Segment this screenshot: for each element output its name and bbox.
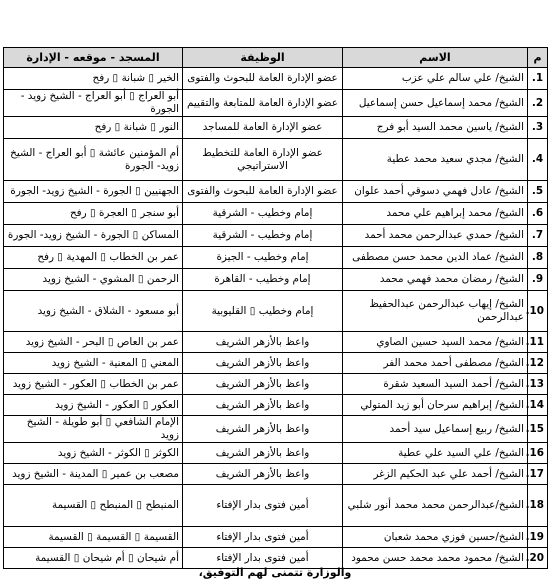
- row-job: إمام وخطيب ▯ القليوبية: [183, 291, 343, 332]
- closing-line: والوزارة تتمنى لهم التوفيق،: [198, 566, 352, 579]
- row-place: المساكن ▯ الجورة - الشيخ زويد- الجورة: [4, 225, 183, 247]
- table-row: [4, 291, 548, 332]
- row-number: 12.: [528, 353, 548, 374]
- table-row: [4, 181, 548, 203]
- row-number: 6.: [528, 203, 548, 225]
- row-number: 5.: [528, 181, 548, 203]
- table-row: [4, 416, 548, 443]
- row-job: واعظ بالأزهر الشريف: [183, 416, 343, 443]
- row-name: الشيخ/عبدالرحمن محمد محمد أنور شلبي: [343, 485, 528, 527]
- row-name: الشيخ/ محمود محمد محمد حسن محمود: [343, 548, 528, 569]
- row-name: الشيخ/ عادل فهمي دسوقي أحمد علوان: [343, 181, 528, 203]
- row-job: واعظ بالأزهر الشريف: [183, 464, 343, 485]
- row-place: عمر بن العاص ▯ البحر - الشيخ زويد: [4, 332, 183, 353]
- row-job: واعظ بالأزهر الشريف: [183, 353, 343, 374]
- header-name: الاسم: [343, 48, 528, 68]
- header-place: المسجد - موقعه - الإدارة: [4, 48, 183, 68]
- row-job: عضو الإدارة العامة للبحوث والفتوى: [183, 68, 343, 90]
- row-name: الشيخ/ ربيع إسماعيل سيد أحمد: [343, 416, 528, 443]
- table-header-row: [4, 48, 548, 68]
- row-place: القسيمة ▯ القسيمة ▯ القسيمة: [4, 527, 183, 548]
- row-name: الشيخ/ عماد الدين محمد حسن مصطفى: [343, 247, 528, 269]
- row-job: عضو الإدارة العامة للبحوث والفتوى: [183, 181, 343, 203]
- table-row: [4, 225, 548, 247]
- row-number: 7.: [528, 225, 548, 247]
- row-number: 14.: [528, 395, 548, 416]
- row-name: الشيخ/ رمضان محمد فهمي محمد: [343, 269, 528, 291]
- header-job: الوظيفة: [183, 48, 343, 68]
- table-row: [4, 395, 548, 416]
- row-number: 10.: [528, 291, 548, 332]
- row-job: إمام وخطيب - الشرقية: [183, 225, 343, 247]
- table-row: [4, 374, 548, 395]
- row-name: الشيخ/ حمدي عبدالرحمن محمد أحمد: [343, 225, 528, 247]
- row-number: 15.: [528, 416, 548, 443]
- row-number: 16.: [528, 443, 548, 464]
- row-job: واعظ بالأزهر الشريف: [183, 395, 343, 416]
- row-name: الشيخ/ علي سالم علي عزب: [343, 68, 528, 90]
- row-name: الشيخ/ إيهاب عبدالرحمن عبدالحفيظ عبدالرحمن: [343, 291, 528, 332]
- row-name: الشيخ/ محمد السيد حسين الصاوي: [343, 332, 528, 353]
- row-name: الشيخ/ أحمد السيد السعيد شقرة: [343, 374, 528, 395]
- header-num: م: [528, 48, 548, 68]
- row-number: 20.: [528, 548, 548, 569]
- row-place: النور ▯ شبانة ▯ رفح: [4, 117, 183, 139]
- row-name: الشيخ/ مجدي سعيد محمد عطية: [343, 139, 528, 181]
- row-job: عضو الإدارة العامة للمساجد: [183, 117, 343, 139]
- table-row: [4, 139, 548, 181]
- row-job: عضو الإدارة العامة للتخطيط الاستراتيجي: [183, 139, 343, 181]
- row-place: عمر بن الخطاب ▯ العكور - الشيخ زويد: [4, 374, 183, 395]
- assignments-table: [3, 47, 548, 569]
- table-row: [4, 68, 548, 90]
- row-job: أمين فتوى بدار الإفتاء: [183, 485, 343, 527]
- row-job: واعظ بالأزهر الشريف: [183, 374, 343, 395]
- row-place: العكور ▯ العكور - الشيخ زويد: [4, 395, 183, 416]
- row-name: الشيخ/ محمد إسماعيل حسن إسماعيل: [343, 90, 528, 117]
- row-number: 19.: [528, 527, 548, 548]
- row-number: 11.: [528, 332, 548, 353]
- row-place: أبو سنجر ▯ العجرة ▯ رفح: [4, 203, 183, 225]
- row-job: أمين فتوى بدار الإفتاء: [183, 548, 343, 569]
- row-number: 3.: [528, 117, 548, 139]
- row-job: إمام وخطيب - الجيزة: [183, 247, 343, 269]
- row-name: الشيخ/ إبراهيم سرحان أبو زيد المتولي: [343, 395, 528, 416]
- row-place: الكوثر ▯ الكوثر - الشيخ زويد: [4, 443, 183, 464]
- table-row: [4, 353, 548, 374]
- row-place: أبو مسعود - الشلاق - الشيخ زويد: [4, 291, 183, 332]
- row-place: أم المؤمنين عائشة ▯ أبو العراج - الشيخ زويد- الجورة: [4, 139, 183, 181]
- row-number: 2.: [528, 90, 548, 117]
- table-row: [4, 90, 548, 117]
- row-place: المنبطح ▯ المنبطح ▯ القسيمة: [4, 485, 183, 527]
- row-name: الشيخ/ ياسين محمد السيد أبو فرج: [343, 117, 528, 139]
- row-place: أم شيحان ▯ أم شيحان ▯ القسيمة: [4, 548, 183, 569]
- row-number: 4.: [528, 139, 548, 181]
- row-place: الرحمن ▯ المشوي - الشيخ زويد: [4, 269, 183, 291]
- row-job: واعظ بالأزهر الشريف: [183, 443, 343, 464]
- row-place: أبو العراج ▯ أبو العراج - الشيخ زويد - الجورة: [4, 90, 183, 117]
- table-row: [4, 464, 548, 485]
- table-row: [4, 117, 548, 139]
- row-number: 8.: [528, 247, 548, 269]
- row-job: إمام وخطيب - الشرقية: [183, 203, 343, 225]
- table-row: [4, 527, 548, 548]
- row-name: الشيخ/ علي السيد علي عطية: [343, 443, 528, 464]
- table-row: [4, 203, 548, 225]
- row-job: إمام وخطيب - القاهرة: [183, 269, 343, 291]
- table-body: [4, 68, 548, 569]
- row-number: 13.: [528, 374, 548, 395]
- row-job: أمين فتوى بدار الإفتاء: [183, 527, 343, 548]
- row-name: الشيخ/حسين فوزي محمد شعبان: [343, 527, 528, 548]
- row-job: عضو الإدارة العامة للمتابعة والتقييم: [183, 90, 343, 117]
- row-number: 9.: [528, 269, 548, 291]
- row-place: المعني ▯ المعنية - الشيخ زويد: [4, 353, 183, 374]
- table-row: [4, 443, 548, 464]
- row-place: الإمام الشافعي ▯ أبو طويلة - الشيخ زويد: [4, 416, 183, 443]
- table-row: [4, 332, 548, 353]
- row-number: 1.: [528, 68, 548, 90]
- row-place: عمر بن الخطاب ▯ المهدية ▯ رفح: [4, 247, 183, 269]
- row-place: الجهنيين ▯ الجورة - الشيخ زويد- الجورة: [4, 181, 183, 203]
- row-place: مصعب بن عمير ▯ المدينة - الشيخ زويد: [4, 464, 183, 485]
- row-job: واعظ بالأزهر الشريف: [183, 332, 343, 353]
- row-name: الشيخ/ أحمد علي عبد الحكيم الزغر: [343, 464, 528, 485]
- table-row: [4, 269, 548, 291]
- table-row: [4, 247, 548, 269]
- table-row: [4, 485, 548, 527]
- row-place: الخير ▯ شبانة ▯ رفح: [4, 68, 183, 90]
- row-number: 18.: [528, 485, 548, 527]
- row-number: 17.: [528, 464, 548, 485]
- row-name: الشيخ/ محمد إبراهيم علي محمد: [343, 203, 528, 225]
- row-name: الشيخ/ مصطفى أحمد محمد الفر: [343, 353, 528, 374]
